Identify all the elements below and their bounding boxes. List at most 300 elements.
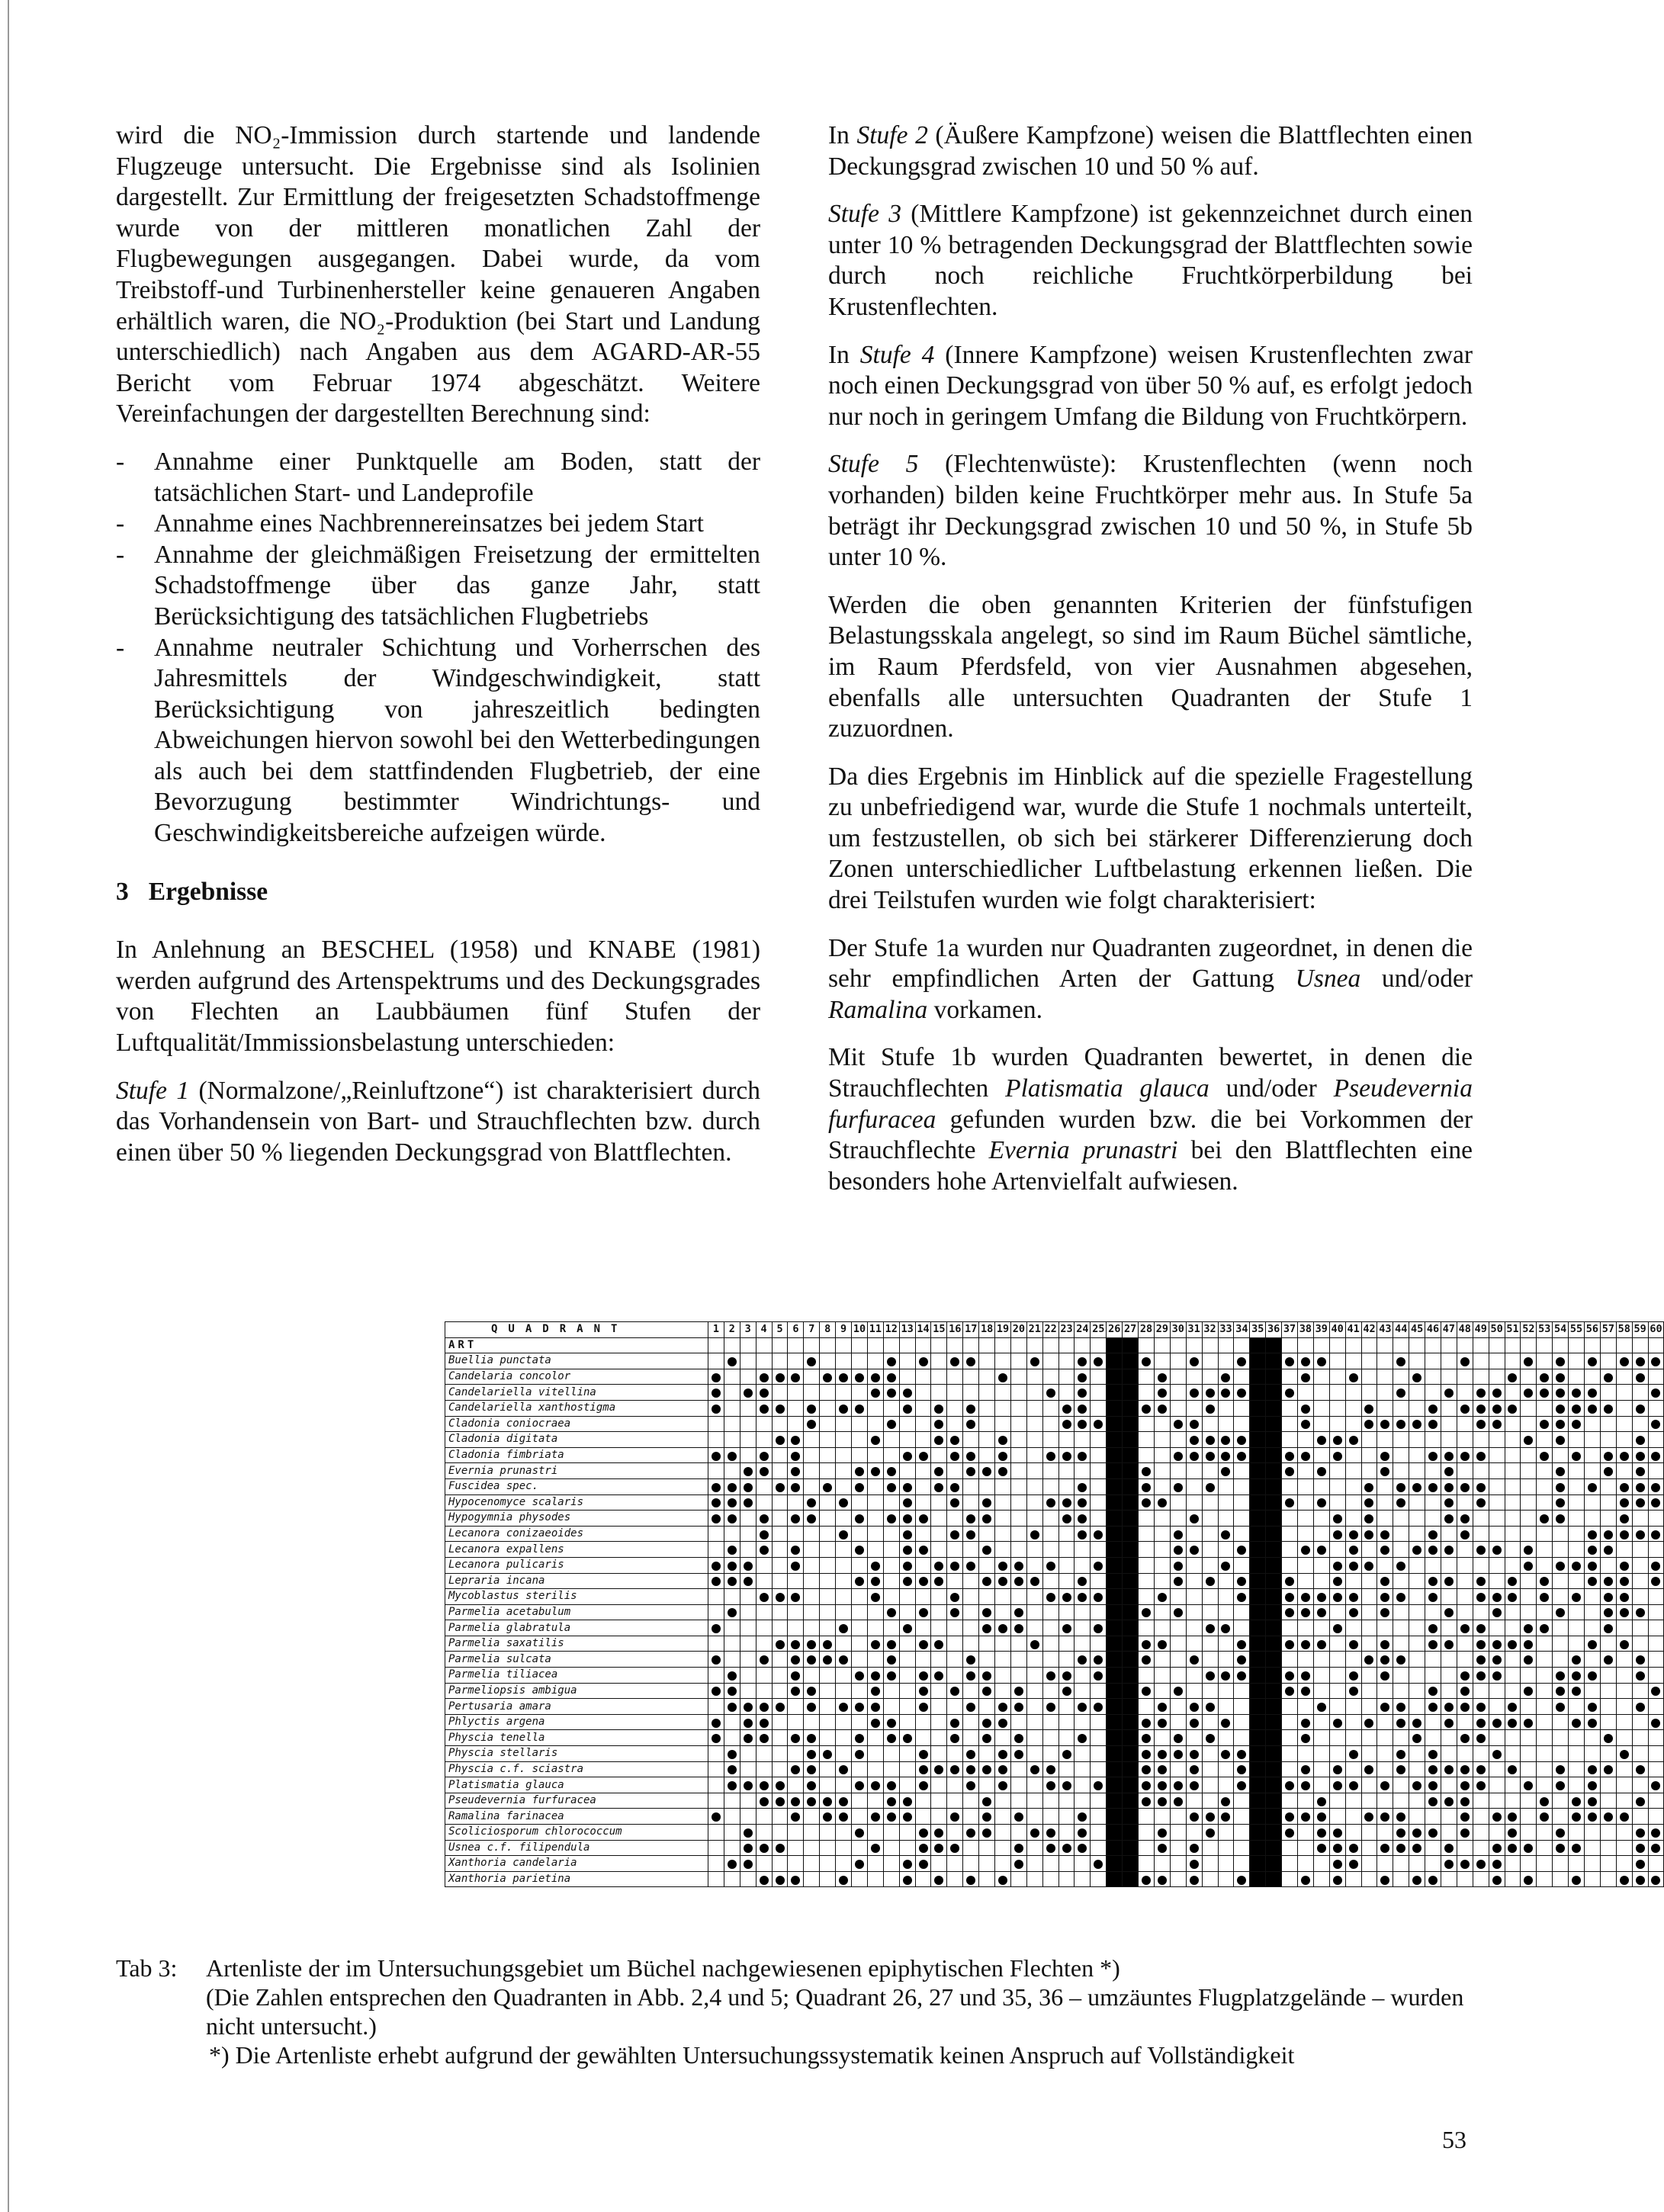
grid-cell (1186, 1668, 1202, 1684)
grid-cell (1026, 1511, 1042, 1527)
occurrence-dot (1206, 1405, 1215, 1414)
occurrence-dot (1158, 1703, 1167, 1712)
grid-cell (1537, 1793, 1553, 1809)
grid-cell (1139, 1542, 1155, 1558)
grid-cell (947, 1494, 963, 1511)
grid-cell (836, 1840, 852, 1856)
grid-cell (1457, 1416, 1473, 1432)
grid-cell (740, 1416, 756, 1432)
grid-cell (1600, 1668, 1616, 1684)
grid-cell (788, 1353, 804, 1369)
grid-cell (1329, 1447, 1345, 1463)
occurrence-dot (1620, 1750, 1629, 1759)
grid-cell (1058, 1542, 1075, 1558)
grid-cell (1361, 1369, 1377, 1385)
occurrence-dot (1444, 1765, 1454, 1774)
occurrence-dot (1190, 1719, 1199, 1728)
grid-cell (963, 1494, 979, 1511)
occurrence-dot (1412, 1844, 1421, 1853)
occurrence-dot (1588, 1671, 1597, 1681)
grid-cell (1075, 1793, 1091, 1809)
grid-cell (1616, 1478, 1632, 1494)
grid-cell (915, 1400, 931, 1416)
occurrence-dot (1142, 1797, 1151, 1806)
grid-cell (1170, 1871, 1186, 1887)
grid-cell (804, 1668, 820, 1684)
grid-cell (740, 1447, 756, 1463)
grid-cell (772, 1668, 788, 1684)
occurrence-dot (1142, 1357, 1151, 1366)
grid-cell (1234, 1636, 1250, 1652)
occurrence-dot (1572, 1687, 1581, 1696)
occurrence-dot (1492, 1405, 1502, 1414)
grid-cell (1123, 1683, 1139, 1699)
grid-cell (1234, 1400, 1250, 1416)
occurrence-dot (887, 1483, 896, 1492)
grid-cell (852, 1463, 868, 1479)
grid-cell (1505, 1557, 1521, 1573)
grid-cell (756, 1761, 772, 1777)
grid-cell (1058, 1652, 1075, 1668)
quadrant-number: 44 (1393, 1322, 1409, 1338)
grid-cell (1042, 1699, 1058, 1715)
grid-cell (1154, 1871, 1170, 1887)
grid-cell (1186, 1542, 1202, 1558)
grid-cell (1154, 1699, 1170, 1715)
grid-cell (1010, 1636, 1026, 1652)
grid-cell (1075, 1542, 1091, 1558)
occurrence-dot (1444, 1844, 1454, 1853)
grid-cell (788, 1730, 804, 1746)
occurrence-dot (1556, 1608, 1565, 1617)
grid-cell (724, 1730, 740, 1746)
grid-cell (883, 1589, 899, 1605)
grid-cell (804, 1683, 820, 1699)
grid-cell (1600, 1777, 1616, 1793)
occurrence-dot (744, 1828, 753, 1838)
grid-cell (1058, 1353, 1075, 1369)
grid-cell (1058, 1825, 1075, 1841)
grid-cell (1123, 1777, 1139, 1793)
occurrence-dot (1062, 1420, 1071, 1429)
grid-cell (1409, 1620, 1425, 1636)
grid-cell (1409, 1871, 1425, 1887)
grid-cell (1202, 1856, 1218, 1872)
occurrence-dot (807, 1498, 816, 1507)
grid-cell (1616, 1793, 1632, 1809)
quadrant-number: 42 (1361, 1322, 1377, 1338)
grid-cell (1489, 1761, 1505, 1777)
grid-cell (1648, 1478, 1664, 1494)
quadrant-number: 41 (1345, 1322, 1361, 1338)
occurrence-dot (807, 1357, 816, 1366)
grid-cell (1234, 1668, 1250, 1684)
occurrence-dot (1142, 1734, 1151, 1743)
occurrence-dot (919, 1860, 928, 1869)
grid-cell (1377, 1620, 1393, 1636)
grid-cell (1186, 1511, 1202, 1527)
text-span: bei den Blattflechten eine besonders hohe Artenvielfalt aufwiesen. (828, 1136, 1473, 1196)
grid-cell (1250, 1636, 1266, 1652)
occurrence-dot (903, 1514, 912, 1523)
occurrence-dot (855, 1860, 864, 1869)
grid-cell (1441, 1542, 1457, 1558)
occurrence-dot (1508, 1373, 1517, 1382)
occurrence-dot (1428, 1577, 1438, 1586)
grid-cell (1457, 1589, 1473, 1605)
grid-cell (756, 1337, 772, 1353)
grid-cell (1218, 1369, 1234, 1385)
grid-cell (1521, 1699, 1537, 1715)
grid-cell (1010, 1573, 1026, 1589)
grid-cell (1425, 1463, 1441, 1479)
grid-cell (1537, 1714, 1553, 1730)
occurrence-dot (1540, 1389, 1549, 1398)
occurrence-dot (1158, 1844, 1167, 1853)
grid-cell (1377, 1478, 1393, 1494)
grid-cell (1425, 1636, 1441, 1652)
grid-cell (1123, 1463, 1139, 1479)
grid-cell (1010, 1683, 1026, 1699)
grid-cell (1107, 1856, 1123, 1872)
grid-cell (724, 1337, 740, 1353)
grid-cell (1521, 1589, 1537, 1605)
grid-cell (1297, 1668, 1313, 1684)
occurrence-dot (919, 1357, 928, 1366)
grid-cell (1616, 1557, 1632, 1573)
grid-cell (724, 1668, 740, 1684)
grid-cell (788, 1337, 804, 1353)
grid-cell (1569, 1825, 1585, 1841)
grid-cell (963, 1714, 979, 1730)
species-name: Evernia prunastri (445, 1463, 708, 1479)
grid-cell (1409, 1432, 1425, 1448)
grid-cell (1473, 1385, 1489, 1401)
grid-cell (1457, 1511, 1473, 1527)
grid-cell (1234, 1573, 1250, 1589)
occurrence-dot (1444, 1483, 1454, 1492)
grid-cell (836, 1573, 852, 1589)
grid-cell (947, 1714, 963, 1730)
grid-cell (1250, 1793, 1266, 1809)
grid-cell (867, 1573, 883, 1589)
grid-cell (1026, 1746, 1042, 1762)
grid-cell (1584, 1542, 1600, 1558)
grid-cell (820, 1573, 836, 1589)
occurrence-dot (1349, 1750, 1358, 1759)
grid-cell (963, 1526, 979, 1542)
occurrence-dot (903, 1452, 912, 1461)
text-span: vorkamen. (927, 995, 1042, 1024)
grid-cell (788, 1714, 804, 1730)
grid-cell (772, 1620, 788, 1636)
occurrence-dot (1333, 1562, 1342, 1571)
occurrence-dot (1524, 1562, 1533, 1571)
grid-cell (1425, 1714, 1441, 1730)
grid-cell (1361, 1353, 1377, 1369)
grid-cell (804, 1447, 820, 1463)
grid-cell (979, 1683, 995, 1699)
grid-cell (1250, 1761, 1266, 1777)
grid-cell (1282, 1432, 1298, 1448)
grid-cell (1505, 1793, 1521, 1809)
grid-cell (1553, 1494, 1569, 1511)
occurrence-dot (1572, 1452, 1581, 1461)
occurrence-dot (1651, 1562, 1660, 1571)
grid-cell (1075, 1636, 1091, 1652)
grid-cell (867, 1478, 883, 1494)
occurrence-dot (903, 1812, 912, 1822)
grid-cell (1521, 1683, 1537, 1699)
grid-cell (1377, 1353, 1393, 1369)
grid-cell (788, 1840, 804, 1856)
grid-cell (979, 1337, 995, 1353)
occurrence-dot (1604, 1608, 1613, 1617)
grid-cell (1616, 1400, 1632, 1416)
grid-cell (1329, 1557, 1345, 1573)
grid-cell (1600, 1447, 1616, 1463)
quadrant-number: 26 (1107, 1322, 1123, 1338)
occurrence-dot (1636, 1498, 1645, 1507)
grid-cell (1218, 1668, 1234, 1684)
grid-cell (788, 1636, 804, 1652)
occurrence-dot (887, 1608, 896, 1617)
occurrence-dot (1046, 1498, 1055, 1507)
grid-cell (820, 1652, 836, 1668)
occurrence-dot (855, 1483, 864, 1492)
grid-cell (963, 1825, 979, 1841)
grid-cell (915, 1604, 931, 1620)
grid-cell (1234, 1353, 1250, 1369)
grid-cell (1186, 1683, 1202, 1699)
grid-cell (1250, 1432, 1266, 1448)
grid-cell (1042, 1416, 1058, 1432)
grid-cell (1058, 1337, 1075, 1353)
grid-cell (1425, 1856, 1441, 1872)
occurrence-dot (823, 1373, 832, 1382)
grid-cell (1010, 1856, 1026, 1872)
occurrence-dot (839, 1797, 848, 1806)
stufe-3-term: Stufe 3 (828, 200, 902, 229)
grid-cell (1266, 1871, 1282, 1887)
grid-cell (883, 1652, 899, 1668)
grid-cell (724, 1369, 740, 1385)
grid-cell (1505, 1856, 1521, 1872)
grid-cell (820, 1337, 836, 1353)
grid-cell (1218, 1400, 1234, 1416)
quadrant-number: 1 (708, 1322, 724, 1338)
grid-cell (724, 1604, 740, 1620)
grid-cell (1234, 1871, 1250, 1887)
grid-cell (867, 1636, 883, 1652)
occurrence-dot (1476, 1703, 1486, 1712)
occurrence-dot (760, 1546, 769, 1555)
grid-cell (1075, 1573, 1091, 1589)
grid-cell (772, 1856, 788, 1872)
grid-cell (820, 1683, 836, 1699)
grid-cell (788, 1369, 804, 1385)
occurrence-dot (1014, 1860, 1023, 1869)
grid-cell (1537, 1353, 1553, 1369)
quadrant-number: 4 (756, 1322, 772, 1338)
grid-cell (1393, 1337, 1409, 1353)
grid-cell (1489, 1714, 1505, 1730)
occurrence-dot (1206, 1436, 1215, 1445)
occurrence-dot (1301, 1546, 1310, 1555)
grid-cell (1409, 1385, 1425, 1401)
grid-cell (852, 1400, 868, 1416)
grid-cell (852, 1416, 868, 1432)
grid-cell (1632, 1683, 1648, 1699)
grid-cell (1489, 1856, 1505, 1872)
page-number: 53 (1442, 2126, 1466, 2153)
grid-cell (1058, 1416, 1075, 1432)
grid-cell (1409, 1463, 1425, 1479)
occurrence-dot (1444, 1577, 1454, 1586)
quadrant-label: QUADRANT (445, 1322, 708, 1338)
grid-cell (1282, 1871, 1298, 1887)
table-row (445, 1494, 1664, 1511)
grid-cell (1139, 1432, 1155, 1448)
grid-cell (804, 1604, 820, 1620)
occurrence-dot (712, 1389, 721, 1398)
grid-cell (836, 1699, 852, 1715)
grid-cell (820, 1557, 836, 1573)
occurrence-dot (1572, 1420, 1581, 1429)
occurrence-dot (839, 1655, 848, 1665)
occurrence-dot (1221, 1373, 1230, 1382)
occurrence-dot (823, 1797, 832, 1806)
grid-cell (1139, 1871, 1155, 1887)
grid-cell (1569, 1432, 1585, 1448)
occurrence-dot (871, 1577, 880, 1586)
grid-cell (899, 1478, 915, 1494)
occurrence-dot (903, 1876, 912, 1885)
grid-cell (1170, 1557, 1186, 1573)
occurrence-dot (744, 1703, 753, 1712)
grid-cell (1648, 1730, 1664, 1746)
grid-cell (1505, 1494, 1521, 1511)
grid-cell (947, 1478, 963, 1494)
grid-cell (1202, 1447, 1218, 1463)
grid-cell (1648, 1400, 1664, 1416)
grid-cell (1329, 1730, 1345, 1746)
occurrence-dot (1301, 1812, 1310, 1822)
occurrence-dot (934, 1436, 943, 1445)
species-term: Evernia prunastri (988, 1136, 1178, 1165)
grid-cell (931, 1620, 947, 1636)
grid-cell (1505, 1369, 1521, 1385)
grid-cell (1457, 1542, 1473, 1558)
grid-cell (1457, 1337, 1473, 1353)
grid-cell (963, 1337, 979, 1353)
grid-cell (1075, 1809, 1091, 1825)
grid-cell (1537, 1636, 1553, 1652)
grid-cell (995, 1416, 1011, 1432)
grid-cell (740, 1494, 756, 1511)
grid-cell (1489, 1369, 1505, 1385)
grid-cell (1393, 1494, 1409, 1511)
occurrence-dot (807, 1703, 816, 1712)
grid-cell (1091, 1856, 1107, 1872)
grid-cell (979, 1809, 995, 1825)
grid-cell (1282, 1793, 1298, 1809)
grid-cell (1345, 1573, 1361, 1589)
occurrence-dot (1556, 1483, 1565, 1492)
grid-cell (963, 1416, 979, 1432)
grid-cell (756, 1730, 772, 1746)
grid-cell (931, 1746, 947, 1762)
grid-cell (915, 1620, 931, 1636)
grid-cell (1026, 1478, 1042, 1494)
table-row (445, 1400, 1664, 1416)
occurrence-dot (998, 1562, 1007, 1571)
grid-cell (724, 1699, 740, 1715)
occurrence-dot (919, 1703, 928, 1712)
grid-cell (1457, 1636, 1473, 1652)
grid-cell (883, 1463, 899, 1479)
occurrence-dot (934, 1405, 943, 1414)
species-name: Cladonia digitata (445, 1432, 708, 1448)
grid-cell (1282, 1620, 1298, 1636)
grid-cell (756, 1714, 772, 1730)
grid-cell (1632, 1353, 1648, 1369)
quadrant-number: 18 (979, 1322, 995, 1338)
grid-cell (1154, 1511, 1170, 1527)
grid-cell (1569, 1385, 1585, 1401)
stufe-1-text: (Normalzone/„Reinluftzone“) ist charakterisiert durch das Vorhandensein von Bart- und Strauchflechten bzw. durch einen über 50 % liegenden Deckungsgrad von Blattflechten. (116, 1076, 760, 1167)
grid-cell (899, 1604, 915, 1620)
grid-cell (1234, 1447, 1250, 1463)
occurrence-dot (1396, 1420, 1405, 1429)
grid-cell (931, 1730, 947, 1746)
grid-cell (1521, 1542, 1537, 1558)
grid-cell (852, 1511, 868, 1527)
grid-cell (915, 1432, 931, 1448)
grid-cell (1600, 1746, 1616, 1762)
grid-cell (1521, 1432, 1537, 1448)
grid-cell (1010, 1652, 1026, 1668)
occurrence-dot (1508, 1593, 1517, 1602)
occurrence-dot (934, 1483, 943, 1492)
grid-cell (1139, 1683, 1155, 1699)
grid-cell (1329, 1620, 1345, 1636)
occurrence-dot (1062, 1781, 1071, 1790)
grid-cell (1282, 1369, 1298, 1385)
occurrence-dot (1206, 1671, 1215, 1681)
grid-cell (1569, 1557, 1585, 1573)
grid-cell (1329, 1652, 1345, 1668)
grid-cell (1186, 1636, 1202, 1652)
grid-cell (915, 1526, 931, 1542)
occurrence-dot (776, 1593, 785, 1602)
grid-cell (1091, 1557, 1107, 1573)
occurrence-dot (1524, 1640, 1533, 1649)
grid-cell (820, 1400, 836, 1416)
occurrence-dot (712, 1734, 721, 1743)
occurrence-dot (1492, 1812, 1502, 1822)
occurrence-dot (1014, 1687, 1023, 1696)
occurrence-dot (712, 1577, 721, 1586)
grid-cell (852, 1636, 868, 1652)
grid-cell (836, 1809, 852, 1825)
occurrence-dot (1651, 1828, 1660, 1838)
grid-cell (899, 1432, 915, 1448)
grid-cell (899, 1400, 915, 1416)
grid-cell (1266, 1714, 1282, 1730)
grid-cell (1489, 1400, 1505, 1416)
grid-cell (836, 1714, 852, 1730)
